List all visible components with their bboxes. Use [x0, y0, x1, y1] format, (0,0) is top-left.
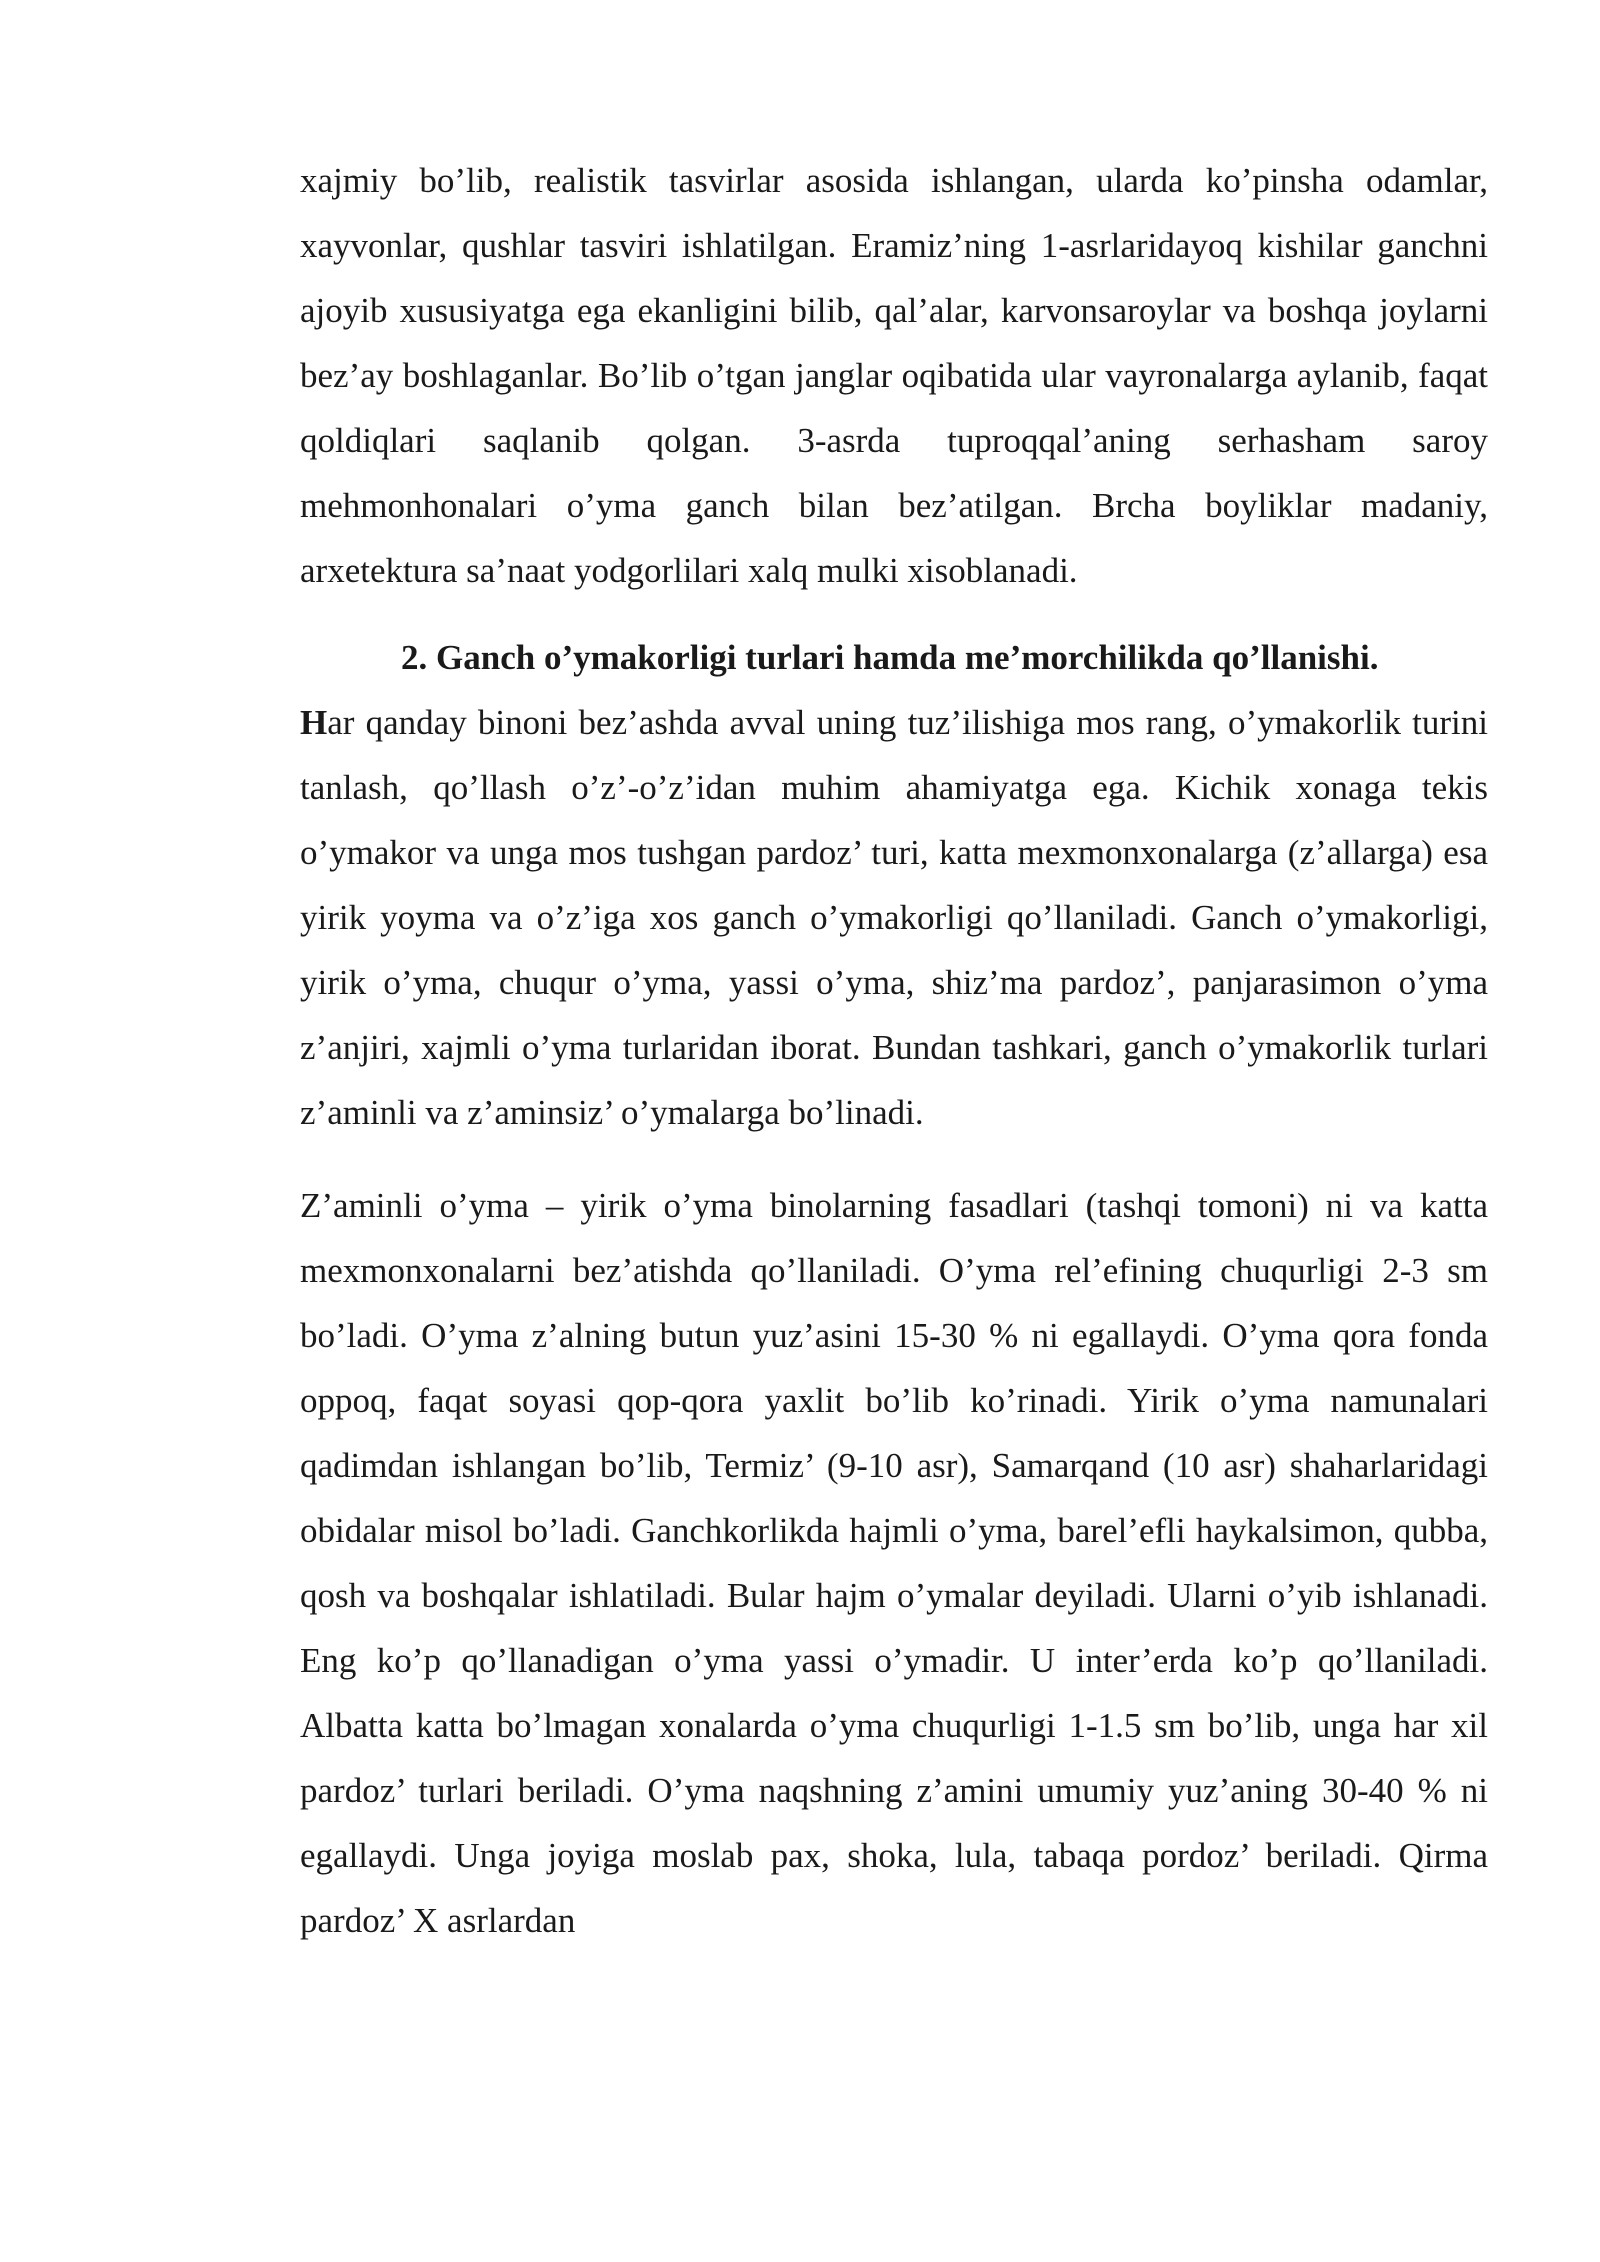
document-page: [300, 148, 1488, 1953]
paragraph-zaminli-oyma: Z’aminli o’yma – yirik o’yma binolarning fasadlari (tashqi tomoni) ni va katta mexmonxonalarni bez’atishda qo’llaniladi. O’yma rel’efining chuqurligi 2-3 sm bo’ladi. O’yma z’alning butun yuz’asini 15-30 % ni egallaydi. O’yma qora fonda oppoq, faqat soyasi qop-qora yaxlit bo’lib ko’rinadi. Yirik o’yma namunalari qadimdan ishlangan bo’lib, Termiz’ (9-10 asr), Samarqand (10 asr) shaharlaridagi obidalar misol bo’ladi. Ganchkorlikda hajmli o’yma, barel’efli haykalsimon, qubba, qosh va boshqalar ishlatiladi. Bular hajm o’ymalar deyiladi. Ularni o’yib ishlanadi. Eng ko’p qo’llanadigan o’yma yassi o’ymadir. U inter’erda ko’p qo’llaniladi. Albatta katta bo’lmagan xonalarda o’yma chuqurligi 1-1.5 sm bo’lib, unga har xil pardoz’ turlari beriladi. O’yma naqshning z’amini umumiy yuz’aning 30-40 % ni egallaydi. Unga joyiga moslab pax, shoka, lula, tabaqa pordoz’ beriladi. Qirma pardoz’ X asrlardan: [300, 1186, 1488, 1940]
paragraph-ganch-types: [300, 690, 1488, 1145]
section-heading: 2. Ganch o’ymakorligi turlari hamda me’morchilikda qo’llanishi.: [401, 638, 1379, 677]
paragraph-intro: xajmiy bo’lib, realistik tasvirlar asosida ishlangan, ularda ko’pinsha odamlar, xayvonlar, qushlar tasviri ishlatilgan. Eramiz’ning 1-asrlaridayoq kishilar ganchni ajoyib xususiyatga ega ekanligini bilib, qal’alar, karvonsaroylar va boshqa joylarni bez’ay boshlaganlar. Bo’lib o’tgan janglar oqibatida ular vayronalarga aylanib, faqat qoldiqlari saqlanib qolgan. 3-asrda tuproqqal’aning serhasham saroy mehmonhonalari o’yma ganch bilan bez’atilgan. Brcha boyliklar madaniy, arxetektura sa’naat yodgorlilari xalq mulki xisoblanadi.: [300, 161, 1488, 590]
paragraph-ganch-types-text: ar qanday binoni bez’ashda avval uning tuz’ilishiga mos rang, o’ymakorlik turini tanlash, qo’llash o’z’-o’z’idan muhim ahamiyatga ega. Kichik xonaga tekis o’ymakor va unga mos tushgan pardoz’ turi, katta mexmonxonalarga (z’allarga) esa yirik yoyma va o’z’iga xos ganch o’ymakorligi qo’llaniladi. Ganch o’ymakorligi, yirik o’yma, chuqur o’yma, yassi o’yma, shiz’ma pardoz’, panjarasimon o’yma z’anjiri, xajmli o’yma turlaridan iborat. Bundan tashkari, ganch o’ymakorlik turlari z’aminli va z’aminsiz’ o’ymalarga bo’linadi.: [300, 703, 1488, 1132]
paragraph-lead-letter: H: [300, 703, 328, 742]
